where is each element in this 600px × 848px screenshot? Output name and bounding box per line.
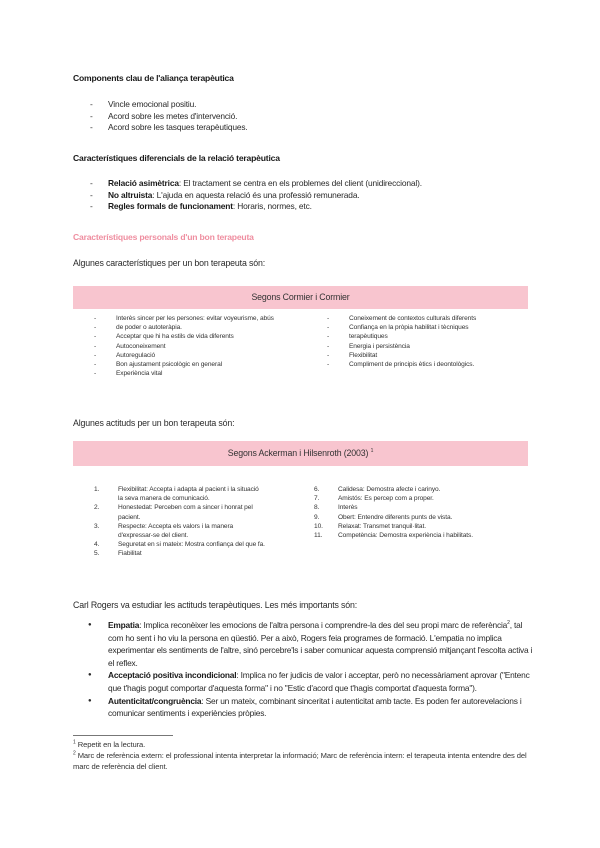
list-item: - Flexibilitat: [327, 351, 527, 360]
footnote-ref: 1: [370, 448, 374, 455]
list-item: 11. Competència: Demostra experiència i habilitats.: [314, 532, 473, 540]
list-item: 9. Obert: Entendre diferents punts de vista.: [314, 513, 453, 521]
list-item: - Autoregulació: [94, 351, 314, 360]
term-bold: Autenticitat/congruència: [108, 695, 202, 706]
list-item: - Bon ajustament psicològic en general: [94, 360, 314, 369]
list-item: - Experiència vital: [94, 369, 314, 378]
footnote-ref: 2: [507, 620, 510, 627]
term-bold: Acceptació positiva incondicional: [108, 670, 237, 681]
intro-rogers: Carl Rogers va estudiar les actituds terapèutiques. Les més importants són:: [73, 600, 358, 610]
list-item: - Energia i persistència: [327, 342, 527, 351]
ackerman-right-column: [314, 485, 529, 540]
list-item: - Confiança en la pròpia habilitat i tècniques: [327, 323, 527, 332]
list-item: 4. Seguretat en si mateix: Mostra confiança del que fa.: [94, 541, 265, 549]
list-item-continuation: d'expressar-se del client.: [118, 532, 189, 540]
list-item: - Autoconeixement: [94, 342, 314, 351]
list-item: - Acord sobre les metes d'intervenció.: [90, 111, 248, 123]
footnote: $^1$ Repetit en la lectura.: [73, 739, 146, 749]
list-item: 10. Relaxat: Transmet tranquil·litat.: [314, 522, 426, 530]
list-item-continuation: - de poder o autoteràpia.: [94, 323, 314, 332]
list-item-continuation: pacient.: [118, 513, 141, 521]
heading-differential-characteristics: Característiques diferencials de la relació terapèutica: [73, 153, 280, 163]
list-item: ● Empatia: Implica reconèixer les emocions de l'altra persona i comprendre-la des del seu propi marc de referència$^2$, tal com ho sent i ho viu la persona en qüestió. Per a això, Rogers feia programes de formació. L'empatia no implica experimentar els sentiments de l'altre, sinó percebre'ls i saber comunicar aquesta comprensió mitjançant l'escolta activa i el reflex.: [88, 619, 533, 669]
list-item: - Vincle emocional positiu.: [90, 99, 248, 111]
rogers-attitudes-list: [88, 619, 533, 720]
footnote-separator: [73, 735, 173, 736]
footnotes: [73, 740, 533, 772]
term-bold: Regles formals de funcionament: [108, 201, 233, 211]
list-item: - Coneixement de contextos culturals diferents: [327, 314, 527, 323]
cormier-left-column: [94, 314, 314, 378]
cormier-right-column: [327, 314, 527, 369]
term-bold: Empatia: [108, 620, 140, 630]
list-item: 5. Fiabilitat: [94, 550, 142, 558]
list-item: 6. Calidesa: Demostra afecte i carinyo.: [314, 486, 441, 493]
heading-alliance-components: Components clau de l'aliança terapèutica: [73, 73, 234, 83]
list-item: - Acord sobre les tasques terapèutiques.: [90, 122, 248, 134]
cormier-header-bar: Segons Cormier i Cormier: [73, 286, 528, 309]
list-item-continuation: - terapèutiques: [327, 332, 527, 341]
list-item: - Interès sincer per les persones: evitar voyeurisme, abús: [94, 314, 314, 323]
list-item: - Relació asimètrica: El tractament se centra en els problemes del client (unidireccional).: [90, 178, 422, 190]
term-bold: Relació asimètrica: [108, 178, 179, 188]
list-item: - Regles formals de funcionament: Horaris, normes, etc.: [90, 201, 422, 213]
ackerman-header-bar: Segons Ackerman i Hilsenroth (2003) $^1$: [73, 441, 528, 466]
intro-attitudes: Algunes actituds per un bon terapeuta són:: [73, 418, 235, 428]
list-item: ● Autenticitat/congruència: Ser un mateix, combinant sinceritat i autenticitat amb tacte. Es poden fer autorevelacions i comunicar sentiments i experiències pròpies.: [88, 695, 533, 720]
term-bold: No altruista: [108, 189, 153, 200]
list-item: - Acceptar que hi ha estils de vida diferents: [94, 332, 314, 341]
list-item-continuation: la seva manera de comunicació.: [118, 495, 210, 503]
list-item: 7. Amistós: Es percep com a proper.: [314, 495, 434, 503]
ackerman-left-column: [94, 485, 314, 559]
list-item: 2. Honestedat: Perceben com a sincer i honrat pel: [94, 504, 253, 512]
list-item: 8. Interès: [314, 504, 358, 512]
heading-good-therapist: Característiques personals d'un bon terapeuta: [73, 232, 254, 242]
intro-characteristics: Algunes característiques per un bon terapeuta són:: [73, 258, 266, 268]
list-item: - No altruista: L'ajuda en aquesta relació és una professió remunerada.: [90, 190, 422, 202]
list-item: ● Acceptació positiva incondicional: Implica no fer judicis de valor i acceptar, però no necessàriament aprovar ("Entenc que t'hagis pogut comportar d'aquesta forma" i no "Estic d'acord que t'hagis comportat d'aquesta forma").: [88, 669, 533, 694]
list-item: 1. Flexibilitat: Accepta i adapta al pacient i la situació: [94, 486, 259, 493]
alliance-components-list: [90, 99, 248, 134]
list-item: 3. Respecte: Accepta els valors i la manera: [94, 522, 234, 530]
list-item: - Compliment de principis ètics i deontològics.: [327, 360, 527, 369]
differential-characteristics-list: [90, 178, 422, 213]
footnote: $^2$ Marc de referència extern: el professional intenta interpretar la informació; Marc de referència intern: el terapeuta intenta entendre des del marc de referència del client.: [73, 750, 527, 771]
